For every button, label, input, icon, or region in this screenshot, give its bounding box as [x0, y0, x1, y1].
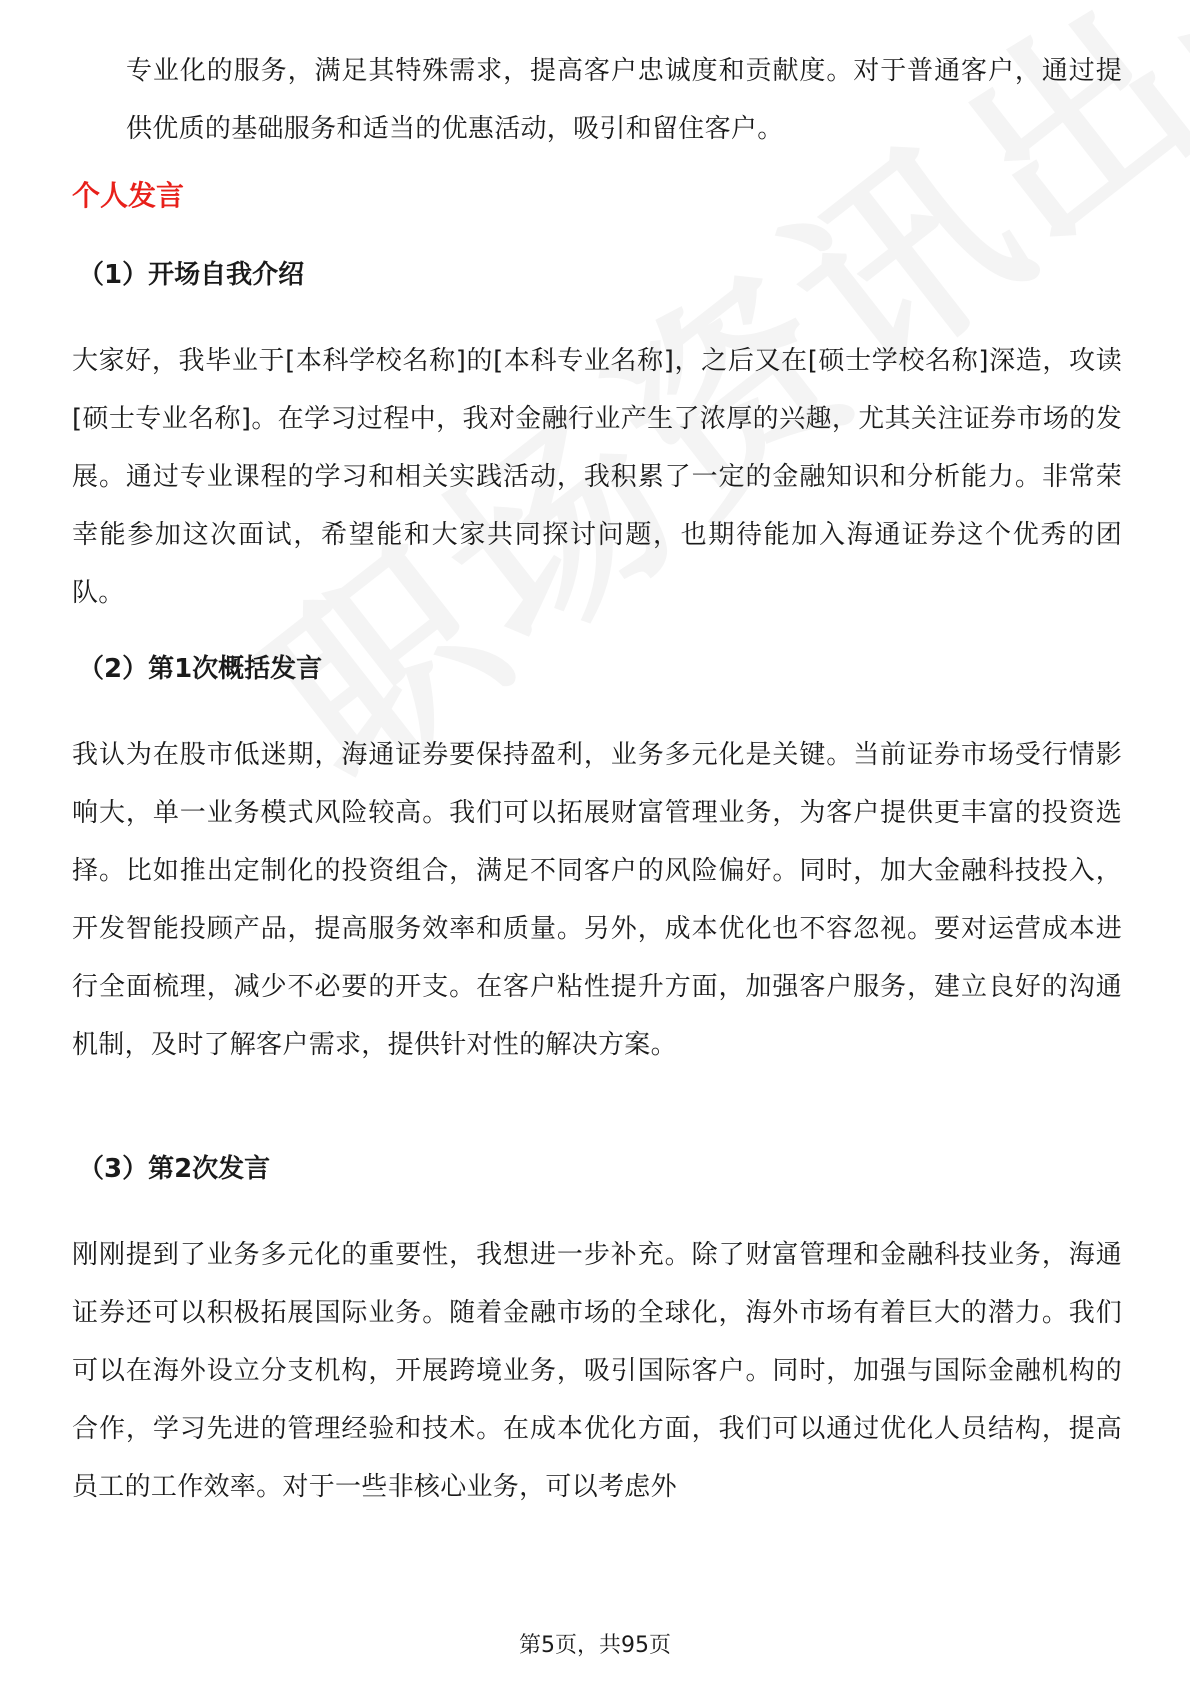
section-title: 个人发言	[72, 179, 185, 212]
part-1-body: 大家好，我毕业于[本科学校名称]的[本科专业名称]，之后又在[硕士学校名称]深造，攻读[硕士专业名称]。在学习过程中，我对金融行业产生了浓厚的兴趣，尤其关注证券市场的发展。通过专业课程的学习和相关实践活动，我积累了一定的金融知识和分析能力。非常荣幸能参加这次面试，希望能和大家共同探讨问题，也期待能加入海通证券这个优秀的团队。	[72, 346, 1122, 608]
part-2-body: 我认为在股市低迷期，海通证券要保持盈利，业务多元化是关键。当前证券市场受行情影响大，单一业务模式风险较高。我们可以拓展财富管理业务，为客户提供更丰富的投资选择。比如推出定制化的投资组合，满足不同客户的风险偏好。同时，加大金融科技投入，开发智能投顾产品，提高服务效率和质量。另外，成本优化也不容忽视。要对运营成本进行全面梳理，减少不必要的开支。在客户粘性提升方面，加强客户服务，建立良好的沟通机制，及时了解客户需求，提供针对性的解决方案。	[72, 740, 1122, 1060]
intro-paragraph: 专业化的服务，满足其特殊需求，提高客户忠诚度和贡献度。对于普通客户，通过提供优质的基础服务和适当的优惠活动，吸引和留住客户。	[126, 56, 1122, 144]
page-footer: 第5页，共95页	[519, 1633, 671, 1658]
part-3-body: 刚刚提到了业务多元化的重要性，我想进一步补充。除了财富管理和金融科技业务，海通证券还可以积极拓展国际业务。随着金融市场的全球化，海外市场有着巨大的潜力。我们可以在海外设立分支机构，开展跨境业务，吸引国际客户。同时，加强与国际金融机构的合作，学习先进的管理经验和技术。在成本优化方面，我们可以通过优化人员结构，提高员工的工作效率。对于一些非核心业务，可以考虑外	[72, 1240, 1122, 1502]
part-2-heading: （2）第1次概括发言	[78, 654, 323, 684]
part-1-heading: （1）开场自我介绍	[78, 260, 305, 290]
part-3-heading: （3）第2次发言	[78, 1154, 271, 1184]
